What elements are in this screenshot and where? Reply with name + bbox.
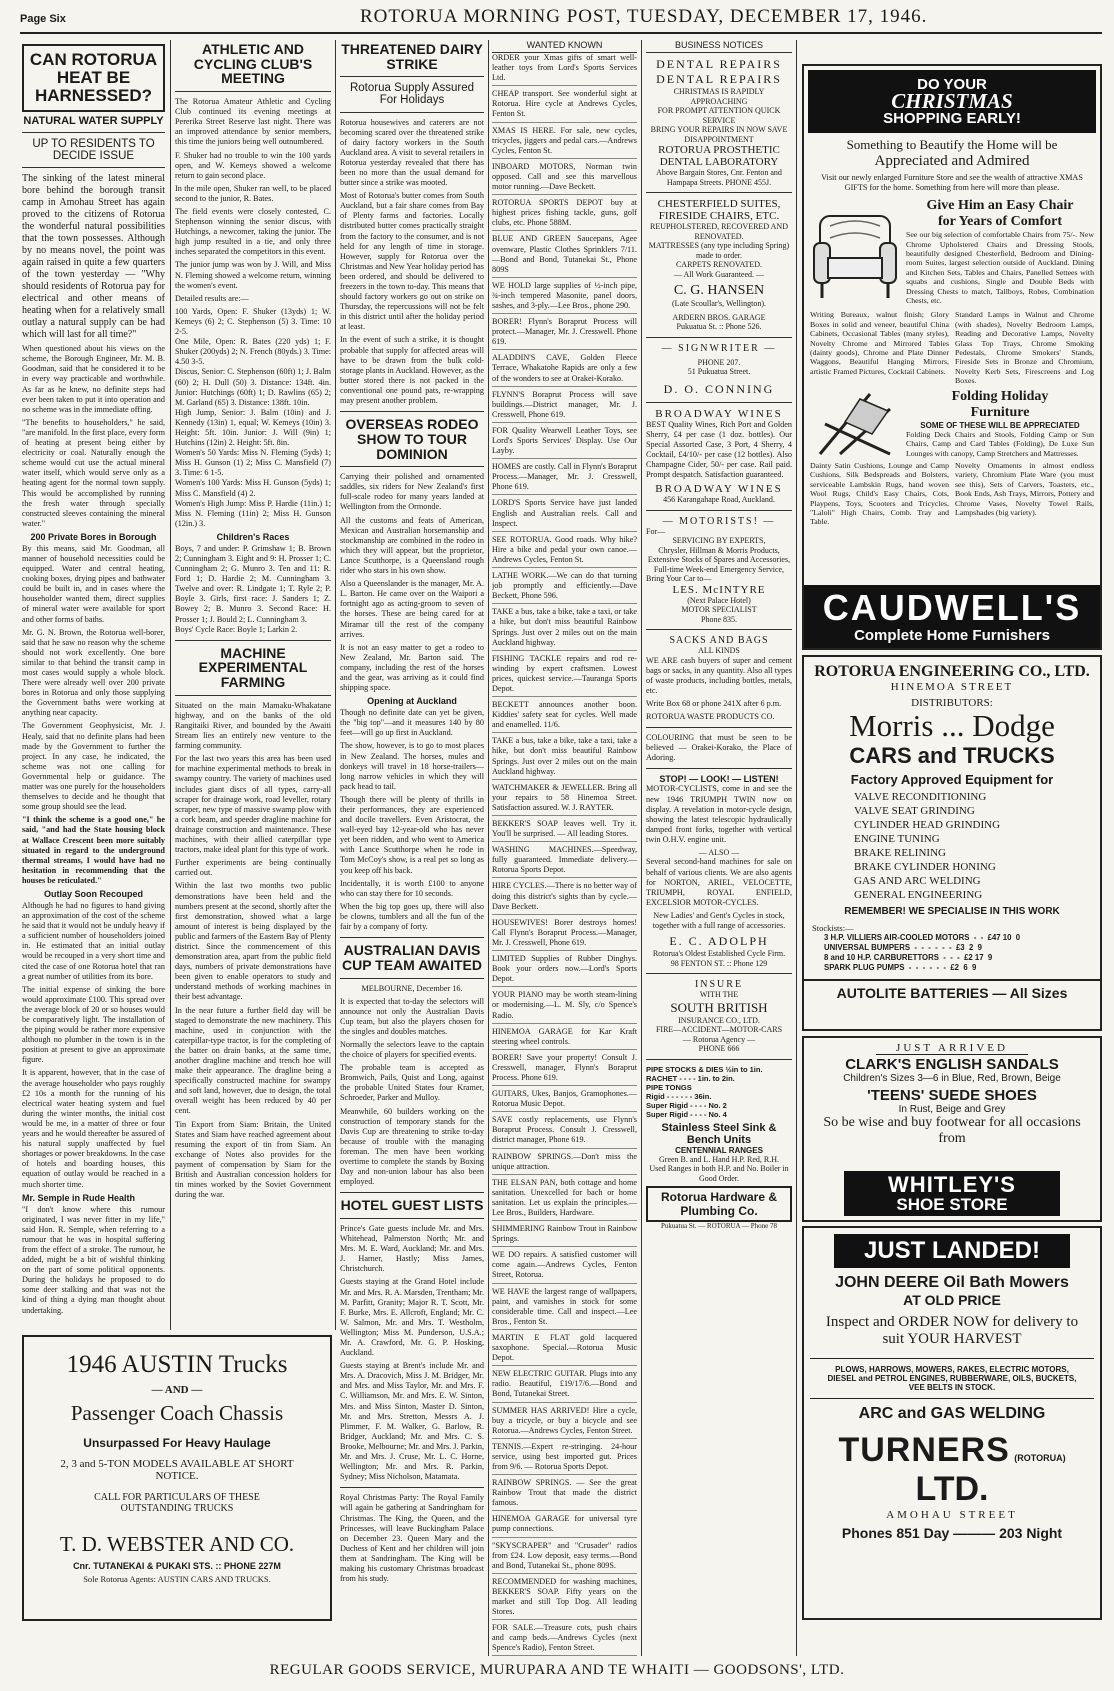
ad-line: Factory Approved Equipment for (850, 772, 1054, 787)
paragraph: The show, however, is to go to most places in New Zealand. The horses, mules and donkeys will travel in 18 horse-trailers—long narrow vehicles in which they will pack head to tail. (340, 741, 484, 791)
ad-line: BRING YOUR REPAIRS IN NOW SAVE DISAPPOINTMENT (650, 125, 788, 144)
column-rule (335, 40, 336, 1330)
dateline: MELBOURNE, December 16. (361, 983, 463, 993)
service-item: BRAKE CYLINDER HONING (854, 861, 996, 873)
section-header: WANTED KNOWN (492, 40, 637, 53)
ad-line: AUTOLITE BATTERIES — All Sizes (804, 979, 1100, 1001)
classified-item: FISHING TACKLE repairs and rod re-winding by expert craftsmen. Lowest prices, quickest service.—Tauranga Sports Depot. (492, 654, 637, 697)
lead-paragraph: The sinking of the latest mineral bore behind the borough transit camp in Amohau Street has again proved to the citizens of Rotorua the wonderful natural possibilities that the town possesses. Although by no means novel, the point was again raised in quite a few quarters of the town yesterday — "Why should residents of Rotorua pay for electrical and other means of heating when for a relatively small outlay a natural supply can be had which will last for all time?" (22, 173, 165, 341)
classified-list (492, 53, 637, 1656)
ad-line: ARC and GAS WELDING (858, 1405, 1046, 1422)
classified-item: WATCHMAKER & JEWELLER. Bring all your repairs to 58 Hinemoa Street. Satisfaction assured. W. J. RAYTER. (492, 783, 637, 816)
paragraph: In the near future a further field day will be staged to demonstrate the new machinery. This machine, used in conjunction with the caterpillar-type tractor, is for the completing of the batter on drain banks, at the same time, another dragline machine and trench hoe will make their appearance. The dragline being a specifically constructed machine for swampy and soft land, however, due to design, the total overall weight has been reduced by 40 per cent. (175, 1005, 331, 1116)
ad-line: Passenger Coach Chassis (70, 1401, 284, 1425)
service-item: GENERAL ENGINEERING (854, 889, 983, 901)
paragraph: "The benefits to householders," he said, "are manifold. In the first place, every form of heating at present being either by electricity or coal. Naturally enough the scheme would cut use the actual mineral water itself, which would serve only as a heating agent for the normal town supply. This would be accomplished by running the fresh water through specially constructed sleeves containing the mineral water." (22, 417, 165, 528)
turners-logo: TURNERS (838, 1431, 1010, 1469)
ad-line: FIRE—ACCIDENT—MOTOR-CARS (655, 1025, 783, 1035)
ad-line: Children's Sizes 3—6 in Blue, Red, Brown, Beige (843, 1073, 1061, 1084)
ad-title: DENTAL REPAIRS (656, 72, 782, 86)
subhead: Mr. Semple in Rude Health (22, 1192, 136, 1203)
column-rule (170, 40, 171, 1330)
ad-line: CARS and TRUCKS (849, 743, 1055, 768)
classified-item: RECOMMENDED for washing machines, BEKKER'S SOAP. Fifty years on the market and still Top Dog. All leading Stores. (492, 1577, 637, 1620)
ad-title: SACKS AND BAGS (669, 635, 769, 647)
classified-item: HOMES are costly. Call in Flynn's Boraprut Process.—Manager, Mr. J. Cresswell, Phone 619. (492, 462, 637, 495)
service-item: CYLINDER HEAD GRINDING (854, 819, 1001, 831)
ad-line: Sole Rotorua Agents: AUSTIN CARS AND TRUCKS. (83, 1574, 271, 1584)
banner-line: CHRISTMAS (891, 89, 1013, 113)
classified-item: MARTIN E FLAT gold lacquered saxophone. Special.—Rotorua Music Depot. (492, 1333, 637, 1366)
classified-item: FOR SALE.—Treasure cots, push chairs and camp beds.—Andrews Cycles (next Spence's Radio), Fenton Street. (492, 1623, 637, 1656)
paragraph: The Rotorua Amateur Athletic and Cycling Club continued its evening meetings at Pererika Street Reserve last night. There was an improved attendance by senior members, this time the juniors being well outnumbered. (175, 97, 331, 147)
ad-title: — SIGNWRITER — (661, 342, 777, 354)
masthead (20, 4, 1102, 34)
paragraph: Guests staying at the Grand Hotel include Mr. and Mrs. R. A. Marsden, Trentham; Mr. M. Parfitt, Granity; Major R. T. Scott, Mr. F. Burke, Mrs. E. Allcroft, England; Mr. C. W. Salmon, Mr. and Mrs. T. Westholm, Wellington; Miss M. Punderson, U.S.A.; Mr. A. Crawford, Mr. G. P. Hosking, Auckland. (340, 1277, 484, 1358)
ad-text: Visit our newly enlarged Furniture Store and see the wealth of attractive XMAS GIFTS for the home. Something from here will more than please. (821, 173, 1083, 193)
paragraph: Also a Queenslander is the manager, Mr. A. L. Barton. He came over on the Waipori a fortnight ago as acting-groom to seven of the horses. These are being cared for at Miramar till the rest of the company arrives. (340, 579, 484, 639)
paragraph: Detailed results are:— (175, 293, 249, 303)
classified-item: ROTORUA SPORTS DEPOT buy at highest prices fishing tackle, guns, golf clubs, etc. Phone 588M. (492, 198, 637, 231)
paragraph: In the mile open, Shuker ran well, to be placed second to the junior, R. Bates. (175, 183, 331, 203)
ad-line: AMOHAU STREET (886, 1509, 1018, 1521)
classified-item: BORER! Flynn's Boraprut Process will protect.—Manager, Mr. J. Cresswell. Phone 619. (492, 317, 637, 350)
headline: OVERSEAS RODEO SHOW TO TOUR DOMINION (345, 416, 479, 462)
classified-item: RAINBOW SPRINGS.—Don't miss the unique attraction. (492, 1152, 637, 1175)
stock-item: SPARK PLUG PUMPS - - - - - - £2 6 9 (824, 963, 977, 972)
column-rule (796, 40, 797, 1656)
paragraph: "I don't know where this rumour originated, I was never fitter in my life," said Hon. R. Semple, when referring to a rumour that he was in hospital suffering from the effect of a stroke. The rumour, he added, might be a bit of wishful thinking on the part of some political opponents. During the holidays he proposed to do some deer stalking and that was not the kind of thing a dying man thought about undertaking. (22, 1204, 165, 1315)
classified-item: FLYNN'S Boraprut Process will save buildings.—District manager, Mr. J. Cresswell, Phone 619. (492, 390, 637, 423)
ad-title: BROADWAY WINES (655, 483, 783, 496)
ad-line: Furniture (970, 404, 1030, 420)
classified-item: TENNIS.—Expert re-stringing. 24-hour service, using best imported gut. Prices from 9/6. — Rotorua Sports Depot. (492, 1442, 637, 1475)
business-notices-column (646, 40, 792, 1656)
paragraph: When questioned about his views on the scheme, the Borough Engineer, Mr. M. B. Goodman, said that he considered it to be in every way practicable and worthwhile. As far as he knew, no definite steps had ever been taken to put it into operation and no scheme was in the immediate offing. (22, 344, 165, 414)
paragraph: By this means, said Mr. Goodman, all manner of household necessities could be equipped. Water and central heating, cooking boxes, drying pipes and bathwater could be built in, and in cases where the householder wanted them, direct supplies of mineral water were available for sport and other forms of baths. (22, 543, 165, 624)
classified-item: ALADDIN'S CAVE, Golden Fleece Terrace, Whakatohe Rapids are only a few of the wonders to see at Orakei-Korako. (492, 353, 637, 386)
service-item: VALVE SEAT GRINDING (854, 805, 975, 817)
advertiser-name: SOUTH BRITISH (670, 999, 768, 1015)
paragraph: It is expected that to-day the selectors will announce not only the Australian Davis Cup team, but also the players chosen for the singles and doubles matches. (340, 996, 484, 1036)
subhead: 200 Private Bores in Borough (30, 531, 157, 542)
classified-item: YOUR PIANO may be worth steam-lining or modernising.—L. M. Sly, c/o Spence's Radio. (492, 990, 637, 1023)
stock-item: 8 and 10 H.P. CARBURETTORS - - - £2 17 9 (824, 953, 993, 962)
ad-line: Morris ... Dodge (849, 708, 1055, 743)
ad-line: REUPHOLSTERED, RECOVERED AND RENOVATED. (649, 222, 788, 241)
rotorua-engineering-ad (802, 655, 1102, 1031)
classified-item: WASHING MACHINES.—Speedway, fully guaranteed. Immediate delivery.—Rotorua Sports Depot. (492, 845, 637, 878)
ad-line: CARPETS RENOVATED. (675, 260, 763, 269)
ad-line: Pukuatua St. — ROTORUA — Phone 78 (661, 1222, 777, 1231)
ad-text: Standard Lamps in Walnut and Chrome (with shades), Novelty Bedroom Lamps, Reading and Decorative Lamps, Novelty Glass Top Trays, Chrome Smoking Pedestals, Chrome Smokers' Stands, Fireside Sets in Bronze and Chromium, Novelty Kerb Sets, Firescreens and Log Boxes. (955, 310, 1094, 386)
paragraph: Although he had no figures to hand giving an approximation of the cost of the scheme he said that it would not be unduly heavy if a sufficient number of householders joined in. He estimated that an initial outlay would be recouped in a very short time and cited the case of one Rotorua hotel that ran a great number of utilities from its bore. (22, 900, 165, 981)
ad-line: — Rotorua Agency — (682, 1034, 756, 1044)
classified-item: HINEMOA GARAGE for universal tyre pump connections. (492, 1514, 637, 1537)
paragraph: It is apparent, however, that in the case of the average householder who pays roughly £2 10s a month for the running of his electrical water heating system and fuel during the winter months, the initial cost would be me, in a matter of three or four years and he would thereafter be assured of his natural supply unaffected by fuel shortages or power breakdowns. In the case of hotels and boarding houses, this equation of outlay would be reached in a much shorter time. (22, 1068, 165, 1189)
ad-text: New Ladies' and Gent's Cycles in stock, together with a full range of accessories. (652, 910, 786, 931)
ad-line: 'TEENS' SUEDE SHOES (867, 1087, 1037, 1104)
headline: ATHLETIC AND CYCLING CLUB'S MEETING (193, 41, 313, 87)
banner-line: DO YOUR (917, 76, 987, 93)
classified-item: LIMITED Supplies of Rubber Dinghys. Book your orders now.—Lord's Sports Depot. (492, 954, 637, 987)
ad-line: PIPE TONGS (646, 1082, 692, 1092)
ad-line: CHRISTMAS IS RAPIDLY APPROACHING (673, 87, 765, 106)
article-athletic-club (175, 40, 331, 1330)
caudwells-logo: CAUDWELL'S (822, 587, 1082, 628)
austin-trucks-ad (22, 1335, 332, 1621)
ad-line: Stockists:— (812, 923, 854, 933)
ad-line: FOR PROMPT ATTENTION QUICK SERVICE (657, 106, 781, 125)
stock-list (804, 933, 1100, 973)
classified-item: FOR Quality Wearwell Leather Toys, see Lord's Sports Services' Display. Use Our Layby. (492, 426, 637, 459)
ad-line: (ROTORUA) (1014, 1453, 1066, 1463)
armchair-icon (810, 198, 900, 308)
paragraph: Incidentally, it is worth £100 to anyone who can stay there for 10 seconds. (340, 878, 484, 898)
deck: Rotorua Supply Assured For Holidays (349, 82, 475, 107)
ad-line: — AND — (151, 1384, 203, 1396)
classified-item: GUITARS, Ukes, Banjos, Gramophones.—Rotorua Music Depot. (492, 1089, 637, 1112)
paragraph: Within the last two months two public demonstrations have been held and the numbers present at the second, shortly after the first demonstration, showed what a large amount of interest is being displayed by the public and farmers of the Eastern Bay of Plenty district. Since the commencement of this demonstration area, apart from the public field days, numbers of private demonstrations have been given to enable operators to study and understand methods of working machines in their best advantage. (175, 881, 331, 1002)
paragraph: Meanwhile, 60 builders working on the construction of temporary stands for the Davis Cup are threatening to strike to-day because of trouble with the managing foreman. The men have been working overtime to complete the stands by Boxing Day and non-union labour has also been employed. (340, 1106, 484, 1187)
classified-item: TAKE a bus, take a bike, take a taxi, or take a hike, but don't miss beautiful Rainbow Springs. Just over 2 miles out on the main Auckland highway. (492, 607, 637, 650)
paragraph: When the big top goes up, there will also be clowns, tumblers and all the fun of the fair by a company of forty. (340, 901, 484, 932)
article-heat-harnessed (22, 40, 165, 1330)
ad-line: MATTRESSES (any type including Spring) made to order. (648, 241, 790, 260)
ad-text: Dainty Satin Cushions, Lounge and Camp Cushions, Silk Bedspreads and Bolsters, serviceable Lambskin Rugs, hand woven Wool Rugs, Child's Easy Chairs, Cots, Playpens, Toys, Scooters and Tricycles, "Laloli" High Chairs, Comb. Tray and Table. (810, 460, 949, 527)
caudwells-ad (802, 64, 1102, 650)
subheadline: NATURAL WATER SUPPLY (23, 114, 164, 127)
ad-text: Write Box 68 or phone 241X after 6 p.m. (646, 698, 782, 708)
classified-item: SEE ROTORUA. Good roads. Why hike? Hire a bike and pedal your own canoe.—Andrews Cycles, Fenton St. (492, 535, 637, 568)
ad-line: For— (646, 526, 666, 536)
ad-line: LTD. (915, 1470, 989, 1508)
ad-line: DISTRIBUTORS: (911, 697, 993, 709)
service-item: BRAKE RELINING (854, 847, 946, 859)
classified-item: "SKYSCRAPER" and "Crusader" radios from £24. Low deposit, easy terms.—Bond and Bond, Tutanekai St., phone 809S. (492, 1541, 637, 1574)
classified-item: HINEMOA GARAGE for Kar Kraft steering wheel controls. (492, 1027, 637, 1050)
paragraph: Tin Export from Siam: Britain, the United States and Siam have reached agreement about resuming the export of tin from Siam. An exchange of Notes also provides for the payment of compensation by Siam for the British and Australian concession holders for tin mines worked by the Soviet Government during the war. (175, 1119, 331, 1200)
paragraph: The junior jump was won by J. Will, and Miss N. Fleming showed a welcome return, winning the women's event. (175, 260, 331, 290)
service-list (804, 790, 1100, 902)
ad-line: Super Rigid - - - - No. 4 (646, 1109, 727, 1119)
ad-line: WITH THE (699, 990, 739, 1000)
classified-item: TAKE a bus, take a bike, take a taxi, take a hike, but don't miss beautiful Rainbow Springs. Just over 2 miles out on the main Auckland highway. (492, 736, 637, 779)
classified-item: BORER! Save your property! Consult J. Cresswell, manager, Flynn's Boraprut Process. Phone 619. (492, 1053, 637, 1086)
ad-line: PIPE STOCKS & DIES ½in to 1in. (646, 1064, 763, 1074)
whitleys-ad (802, 1036, 1102, 1222)
ad-title: CHESTERFIELD SUITES, FIRESIDE CHAIRS, ETC. (657, 198, 781, 222)
ad-line: Bring Your Car to— (646, 574, 712, 584)
ad-line: In Rust, Beige and Grey (898, 1104, 1006, 1115)
deck-chair-icon (810, 389, 900, 459)
classified-item: LATHE WORK.—We can do that turning job promptly and efficiently.—Dave Beckett, Phone 596. (492, 571, 637, 604)
results: 100 Yards, Open: F. Shuker (13yds) 1; W. Kemeys (6) 2; C. Stephenson (5) 3. Time: 10 2-5. One Mile, Open: R. Bates (220 yds) 1; F. Shuker (200yds) 2; N. French (80yds.) 3. Time: 4.50 3-5. Discus, Senior: C. Stephenson (60ft) 1; J. Balm (60) 2; H. Dull (50) 3. Distance: 134ft. 4in. Junior: Hutchings (60ft) 1; D. Rawlins (65) 2; M. Garland (65) 3. Distance: 138ft. 10in. High Jump, Senior: J. Balm (10in) and J. Kennedy (13in) 1, equal; W. Kemeys (10in) 3. Height: 5ft. 10in. Junior: J. Will (9in) 1; Hutchins (12in) 2. Height: 5ft. 8in. Women's 50 Yards: Miss N. Fleming (5yds) 1; Miss H. Gunson (1) 2; Miss C. Mansfield (7) 3. Time: 6 1-5. Women's 100 Yards: Miss H. Gunson (5yds) 1; Miss C. Mansfield (4) 2. Women's High Jump: Miss P. Hardie (11in.) 1; Miss N. Fleming (11in) 2; Miss H. Gunson (12in.) 3. (175, 306, 331, 528)
ad-line: 1946 AUSTIN Trucks (66, 1351, 288, 1378)
headline: HOTEL GUEST LISTS (340, 1197, 484, 1214)
ad-line: CLARK'S ENGLISH SANDALS (845, 1056, 1059, 1073)
ad-text: BEST Quality Wines, Rich Port and Golden Sherry, £4 per case (1 doz. bottles). Our Special Assorted Case, 3 Port, 4 Sherry, 4 Cocktail, £4/10/- per case (12 bottles). Also Champagne Cider, 50/- per case. Rail paid. Prompt despatch. Satisfaction guaranteed. (646, 419, 792, 479)
ad-title: DENTAL REPAIRS (656, 57, 782, 71)
paragraph: Mr. G. N. Brown, the Rotorua well-borer, said that he saw no reason why the scheme should not work excellently. One bore similar to that behind the transit camp in most cases would supply a whole block. There were already well over 200 private bores in Rotorua and only those supplying the Government baths were working at anything near capacity. (22, 627, 165, 718)
ad-line: 2, 3 and 5-TON MODELS AVAILABLE AT SHORT NOTICE. (60, 1458, 294, 1482)
ad-line: RACHET - - - - 1in. to 2in. (646, 1073, 735, 1083)
headline: MACHINE EXPERIMENTAL FARMING (198, 644, 308, 691)
advertiser-name: Rotorua Hardware & Plumbing Co. (646, 1186, 792, 1222)
ad-text: Folding Deck Chairs and Stools, Folding Camp or Sun Chairs, Camp and Card Tables (Folding), De Luxe Sun Lounges with canopy, Camp Stretchers and Mattresses. (906, 429, 1094, 458)
paragraph: Carrying their polished and ornamented saddles, six riders for New Zealand's first full-scale rodeo for many years landed at Wellington from the Ormonde. (340, 472, 484, 512)
ad-line: HINEMOA STREET (890, 681, 1014, 693)
ad-title: BROADWAY WINES (655, 407, 783, 420)
ad-line: PLOWS, HARROWS, MOWERS, RAKES, ELECTRIC MOTORS, DIESEL and PETROL ENGINES, RUBBERWARE, OILS, BUCKETS, VEE BELTS IN STOCK. (810, 1358, 1094, 1399)
ad-line: (Next Palace Hotel) (687, 595, 751, 605)
subhead: Outlay Soon Recouped (43, 888, 143, 899)
ad-line: PHONE 666 (698, 1044, 740, 1054)
ad-text: MOTOR-CYCLISTS, come in and see the new 1946 TRIUMPH TWIN now on display. A revelation in motor-cycle design, showing the latest telescopic hydraulically damped front forks, together with vertical twin O.H.V. engine unit. (646, 784, 792, 844)
ad-line: Cnr. TUTANEKAI & PUKAKI STS. :: PHONE 227M (73, 1561, 281, 1571)
classified-item: HIRE CYCLES.—There is no better way of doing this district's sights than by cycle.—Dave Beckett. (492, 881, 637, 914)
ad-title: — MOTORISTS! — (662, 515, 776, 527)
ad-line: 456 Karangahape Road, Auckland. (663, 495, 775, 505)
banner-line: SHOPPING EARLY! (883, 110, 1021, 127)
ad-line: — All Work Guaranteed. — (673, 269, 765, 279)
classified-item: WE HOLD large supplies of ½-inch pipe, ¾-inch tempered Masonite, panel doors, sashes, and 3-ply.—Lee Bros., phone 290. (492, 281, 637, 314)
ad-banner: JUST LANDED! (834, 1234, 1070, 1268)
ad-line: Full-time Week-end Emergency Service, (653, 564, 785, 574)
ad-line: — ALSO — (698, 847, 740, 857)
results: Boys, 7 and under: P. Grimshaw 1; B. Brown 2; Cunningham 3. Eight and 9: H. Prosser 1; C. Cunningham 2; G. Munro 3. Ten and 11: R. Ford 1; D. Hardie 2; M. Cunningham 3. Twelve and over: R. Lindgate 1; T. Ryle 2; P. Boyle 3. Girls, first race: J. Sanders 1; Z. Bowey 2; B. Munro 3. Second Race: H. Prosser 1; J. Bould 2; L. Cunningham 3. Boys' Cycle Race: Boyle 1; Larkin 2. (175, 543, 331, 634)
ad-line: SHOE STORE (896, 1195, 1008, 1214)
paragraph: Rotorua housewives and caterers are not becoming scared over the threatened strike of dairy factory workers in the South Auckland area. A visit to several retailers in Rotorua yesterday revealed that there has been no more than the usual demand for butter since a strike was mooted. (340, 117, 484, 188)
ad-line: PHONE 207. (697, 357, 741, 367)
xmas-banner (808, 70, 1096, 133)
paragraph: For the last two years this area has been used for machine experimental methods to break in swampy country. The variety of machines used includes giant discs of all types, carry-all scraper for drainage work, road leveller, rotary scraper, new type of massive swamp plow with a cork beam, and speeder dragline machine for drainage construction and maintenance. These machines, with their allied caterpillar type tractors, make ideal plant for this type of work. (175, 754, 331, 855)
ad-line: Above Bargain Stores, Cnr. Fenton and Hampapa Streets. PHONE 455J. (656, 168, 782, 187)
ad-line: (Late Scoullar's, Wellington). (672, 299, 766, 308)
paragraph: Situated on the main Mamaku-Whakatane highway, and on the banks of the old Rangitaiki River, and bounded by the Awaiti Stream lies an entirely new venture to the farming community. (175, 700, 331, 751)
headline: CAN ROTORUA HEAT BE HARNESSED? (29, 50, 158, 105)
classified-item: SUMMER HAS ARRIVED! Hire a cycle, buy a tricycle, or buy a bicycle and see Rotorua.—Andrews Cycles, Fenton Street. (492, 1406, 637, 1439)
service-item: ENGINE TUNING (854, 833, 940, 845)
classified-item: NEW ELECTRIC GUITAR. Plugs into any radio. Beautiful, £19/17/6.—Bond and Bond, Tutanekai Street. (492, 1369, 637, 1402)
ad-line: Unsurpassed For Heavy Haulage (83, 1436, 271, 1450)
ad-line: Rigid - - - - - - 36in. (646, 1091, 712, 1101)
ad-text: Writing Bureaux, walnut finish; Glory Boxes in solid and veneer, beautiful China Cabinets, Occasional Tables (many styles), Novelty Chrome and Mirrored Tables (dainty goods), Chrome and Plate Dinner Waggons, Beautiful Hanging Mirrors, artistic Framed Pictures, Cocktail Cabinets. (810, 310, 949, 376)
paragraph: Royal Christmas Party: The Royal Family will again be gathering at Sandringham for Christmas. The King, the Queen, and the Princesses, will leave Buckingham Palace on December 23. Queen Mary and the Duchess of Kent and her children will join them at Sandringham. The King will be making his customary Christmas broadcast from his study. (340, 1493, 484, 1584)
paragraph: In the event of such a strike, it is thought probable that supply for affected areas will have to be drawn from the bulk cold-storage plants in Auckland. However, as the butter stored there is not packed in the conventional one pound pats, re-wrapping may present another problem. (340, 335, 484, 406)
ad-line: INSURANCE CO., LTD. (678, 1015, 760, 1025)
ad-title: Stainless Steel Sink & Bench Units (661, 1121, 777, 1146)
ad-line: ROTORUA PROSTHETIC DENTAL LABORATORY (658, 144, 780, 168)
paragraph: F. Shuker had no trouble to win the 100 yards open, and W. Kemeys showed a welcome return to gain second place. (175, 150, 331, 180)
classified-item: RAINBOW SPRINGS. — See the great Rainbow Trout that made the district famous. (492, 1478, 637, 1511)
classified-item: BLUE AND GREEN Saucepans, Agee ovenware, Plastic Clothes Sprinklers 7/11.—Bond and Bond, Tutanekai St., Phone 809S (492, 234, 637, 277)
paragraph: The initial expense of sinking the bore would approximate £100. This spread over the average block of 20 or so houses would be comparatively light. The installation of the piping would be rather more expensive although no plumber in the town is in the position at present to give an approximate figure. (22, 984, 165, 1065)
ad-line: Chrysler, Hillman & Morris Products, Extensive Stocks of Spares and Accessories, (647, 545, 791, 565)
paragraph: Most of Rotorua's butter comes from South Auckland, but a fair share comes from Bay of Plenty farms and factories. Locally distributed butter comes practically straight from the factory to the consumer, and is not held for any length of time in storage. However, supply for Rotorua over the Christmas and New Year holiday period has been ordered, and should be delivered to freezers in the town to-day. This means that should factory workers go out on strike on Thursday, the repercussions will not be felt in this district until after the holiday period at least. (340, 191, 484, 332)
subhead: Opening at Auckland (367, 696, 457, 707)
classified-item: XMAS IS HERE. For sale, new cycles, tricycles, jiggers and pedal cars.—Andrews Cycles, Fenton St. (492, 126, 637, 159)
classified-item: WE DO repairs. A satisfied customer will come again.—Andrews Cycles, Fenton Street, Rotorua. (492, 1250, 637, 1283)
headline: AUSTRALIAN DAVIS CUP TEAM AWAITED (341, 942, 482, 973)
ad-line: Appreciated and Admired (874, 153, 1030, 169)
ad-line: REMEMBER! WE SPECIALISE IN THIS WORK (844, 906, 1060, 917)
ad-line: Pukuatua St. :: Phone 526. (676, 322, 762, 331)
advertiser-name: LES. McINTYRE (672, 583, 766, 596)
paragraph: All the customs and feats of American, Mexican and Australian horsemanship and stockmanship are combined in the rodeo in which they will appear, but the proprietor, Lance Scutthorpe, is a Queensland rough rider who stars in his own show. (340, 515, 484, 576)
deck: UP TO RESIDENTS TO DECIDE ISSUE (32, 138, 155, 163)
ad-line: SOME OF THESE WILL BE APPRECIATED (920, 420, 1080, 430)
ad-line: ALL KINDS (698, 646, 740, 656)
service-item: GAS AND ARC WELDING (854, 875, 981, 887)
classified-item: SAVE costly replacements, use Flynn's Boraprut Process. Consult J. Cresswell, district manager, Phone 619. (492, 1115, 637, 1148)
page-number: Page Six (20, 13, 66, 25)
ad-line: So be wise and buy footwear for all occasions from (823, 1115, 1081, 1146)
turners-ad (802, 1226, 1102, 1620)
subhead: Children's Races (216, 531, 290, 542)
ad-line: 51 Pukuatua Street. (687, 367, 751, 376)
paragraph: The field events were closely contested, C. Stephenson winning the senior discus, with Hutchings, a newcomer, taking the junior. The high jump resulted in a tie, and only three inches separated the competitors in this event. (175, 207, 331, 257)
page-footer: REGULAR GOODS SERVICE, MURUPARA AND TE WHAITI — GOODSONS', LTD. (269, 1662, 845, 1678)
classified-item: HOUSEWIVES! Borer destroys homes! Call Flynn's Boraprut Process.—Manager, Mr. J. Cresswell, Phone 619. (492, 918, 637, 951)
ad-line: Used Ranges in both H.P. and No. Boiler in Good Order. (649, 1164, 789, 1183)
ad-text: COLOURING that must be seen to be believed — Orakei-Korako, the Place of Adoring. (646, 733, 792, 763)
ad-line: CALL FOR PARTICULARS OF THESE OUTSTANDING TRUCKS (94, 1492, 260, 1514)
paragraph: Normally the selectors leave to the captain the choice of players for specified events. (340, 1039, 484, 1060)
column-rule (641, 40, 642, 1656)
paragraph: Though no definite date can yet be given, the "big top"—and it measures 140 by 80 feet—will go up first in Auckland. (340, 708, 484, 738)
paragraph: The Government Geophysicist, Mr. J. Healy, said that no definite plans had been made by the Government to further the project. In any case, he indicated, the scheme was not one calling for Governmental help or guidance. The matter was one purely for the householders themselves to decide and he thought that some group should see the lead. (22, 721, 165, 812)
classified-item: THE ELSAN PAN, both cottage and home sanitation. Unexcelled for bach or home sanitation. Let us explain the principles.—Lee Bros., Builders, Hardware. (492, 1178, 637, 1221)
stock-item: UNIVERSAL BUMPERS - - - - - - £3 2 9 (824, 943, 982, 952)
ad-line: Give Him an Easy Chair (926, 198, 1074, 214)
ad-line: Inspect and ORDER NOW for delivery to suit YOUR HARVEST (825, 1314, 1079, 1347)
ad-line: SERVICING BY EXPERTS, (672, 536, 766, 546)
ad-line: AT OLD PRICE (903, 1292, 1001, 1308)
ad-line: Phones 851 Day ——— 203 Night (841, 1525, 1063, 1541)
ad-line: ARDERN BROS. GARAGE (672, 312, 766, 322)
quote-paragraph: "I think the scheme is a good one," he said, "and had the State housing block at Wallace Crescent been more suitably situated in regard to the underground thermal streams, I would have had no hesitation in recommending that the houses be reticulated." (22, 815, 165, 885)
column-rule (488, 40, 489, 1656)
ad-text: WE ARE cash buyers of super and cement bags or sacks, in any quantity. Also all types of waste products, including bottles, metals, etc. (646, 655, 792, 695)
classified-item: ORDER your Xmas gifts of smart well-leather toys from Lord's Sports Services Ltd. (492, 53, 637, 86)
advertiser-name: C. G. HANSEN (673, 283, 765, 298)
advertiser-name: E. C. ADOLPH (669, 934, 769, 949)
ad-line: Green B. and L. Hand H.P. Red, R.H. (659, 1154, 779, 1164)
classified-item: BECKETT announces another boon. Kiddies' safety seat for cycles. Well made and enamelled. 11/6. (492, 700, 637, 733)
paragraph: Prince's Gate guests include Mr. and Mrs. Whitehead, Palmerston North; Mr. and Mrs. M. E. Ward, Auckland; Mr. and Mrs. J. Harner, Hastly; Miss James, Christchurch. (340, 1223, 484, 1274)
whitleys-logo: WHITLEY'S (888, 1172, 1016, 1197)
ad-line: CENTENNIAL RANGES (675, 1145, 763, 1155)
ad-text: Novelty Ornaments in almost endless variety, Chromium Plate Ware (you must see this), Sets of Carvers, Toasters, etc., Book Ends, Ash Trays, Mirrors, Pottery and Chrome Vases, Novelty Towel Rails, Lampshades (big variety). (955, 460, 1094, 517)
ad-line: JOHN DEERE Oil Bath Mowers (835, 1274, 1069, 1291)
ad-line: Folding Holiday (951, 388, 1049, 404)
advertiser-name: D. O. CONNING (663, 381, 775, 396)
ad-line: JUST ARRIVED (876, 1042, 1028, 1055)
ad-text: Several second-hand machines for sale on behalf of various clients. We are also agents for NORTON, ARIEL, VELOCETTE, TRIUMPH, ROYAL ENFIELD, EXCELSIOR MOTOR-CYCLES. (646, 857, 792, 907)
paragraph: The probable team is accepted as Bromwich, Pails, Quist and Long, against the probable United States four Kramer, Schroeder, Parker and Mulloy. (340, 1063, 484, 1103)
ad-line: Phone 835. (701, 614, 737, 624)
ad-text: See our big selection of comfortable Chairs from 75/-. New Chrome Upholstered Chairs and Dressing Stools, beautifully designed Chesterfield, Bedroom and Dining-room Suites, largest selection outside of Auckland. Dining and Kitchen Sets, Tables and Chairs, Panelled Settees with squabs and cushions, Single and Double Beds with Dressing Chests to match, Tallboys, Robes, Combination Chests, etc. (906, 230, 1094, 306)
classified-item: LORD'S Sports Service have just landed English and Australian reels. Call and Inspect. (492, 498, 637, 531)
articles-column-3 (340, 40, 484, 1656)
ad-line: 98 FENTON ST. :: Phone 129 (670, 958, 768, 968)
ad-line: Complete Home Furnishers (854, 627, 1050, 644)
paragraph: It is not an easy matter to get a rodeo to New Zealand, Mr. Barton said. The company, including the rest of the horses and the gear, was arriving as it could find shipping space. (340, 642, 484, 693)
ad-text: ROTORUA WASTE PRODUCTS CO. (646, 712, 775, 722)
classified-item: CHEAP transport. See wonderful sight at Rotorua. Hire cycle at Andrews Cycles, Fenton St. (492, 89, 637, 122)
ad-line: Rotorua's Oldest Established Cycle Firm. (652, 949, 786, 959)
advertiser-name: ROTORUA ENGINEERING CO., LTD. (814, 663, 1090, 680)
ad-title: INSURE (694, 979, 744, 991)
stock-item: 3 H.P. VILLIERS AIR-COOLED MOTORS - - £47 10 0 (824, 933, 1021, 942)
ad-line: T. D. WEBSTER AND CO. (59, 1532, 295, 1556)
service-item: VALVE RECONDITIONING (854, 791, 987, 803)
paragraph: Though there will be plenty of thrills in their performances, they are experienced and docile travellers. Even Aristocrat, the wall-eyed bay 12-year-old who has never yet been ridden, and who went to America with Lance Scutthorpe when he rode in Tom McCoy's show, is a real pet so long as you keep off his back. (340, 794, 484, 875)
paragraph: Guests staying at Brent's include Mr. and Mrs. A. Dracovich, Miss J. M. Bridger, Mr. and Mrs. and Miss Taylor, Mr. and Mrs. F. C. Williamson, Mr. and Mrs. E. W. Sinton, Mrs. and Miss Sinton, Master D. Sinton, Mr. and Mrs. Stretton, Messrs A. J. Plimmer, F. M. Walker, G. Barlow, R. Bridger, Auckland; Mr. and Mrs. C. S. Brooke, Melbourne; Mr. and Mrs. J. Parkin, Mr. and Mrs. J. Cruse, Mr. L. C. Horne, Wellington; Mr. and Mrs. R. Parkin, Sydney; Miss Nicholson, Matamata. (340, 1361, 484, 1482)
wanted-known-column (492, 40, 637, 1656)
classified-item: BEKKER'S SOAP leaves well. Try it. You'll be surprised. — All leading Stores. (492, 819, 637, 842)
ad-line: Super Rigid - - - - No. 2 (646, 1100, 727, 1110)
paragraph: Further experiments are being continually carried out. (175, 858, 331, 878)
classified-item: INBOARD MOTORS, Norman twin opposed. Call and see this marvellous motor running.—Dave Beckett. (492, 162, 637, 195)
ad-line: for Years of Comfort (937, 214, 1062, 230)
newspaper-title: ROTORUA MORNING POST, TUESDAY, DECEMBER 17, 1946. (360, 6, 928, 27)
classified-item: SHIMMERING Rainbow Trout in Rainbow Springs. (492, 1224, 637, 1247)
ad-line: Something to Beautify the Home will be (846, 137, 1058, 152)
ad-line: MOTOR SPECIALIST (681, 605, 757, 615)
ad-title: STOP! — LOOK! — LISTEN! (659, 774, 779, 785)
headline: THREATENED DAIRY STRIKE (341, 41, 483, 72)
classified-item: WE HAVE the largest range of wallpapers, paint, and varnishes in stock for some considerable time. Call and inspect.—Lee Bros., Fenton St. (492, 1287, 637, 1330)
section-header: BUSINESS NOTICES (646, 40, 792, 53)
